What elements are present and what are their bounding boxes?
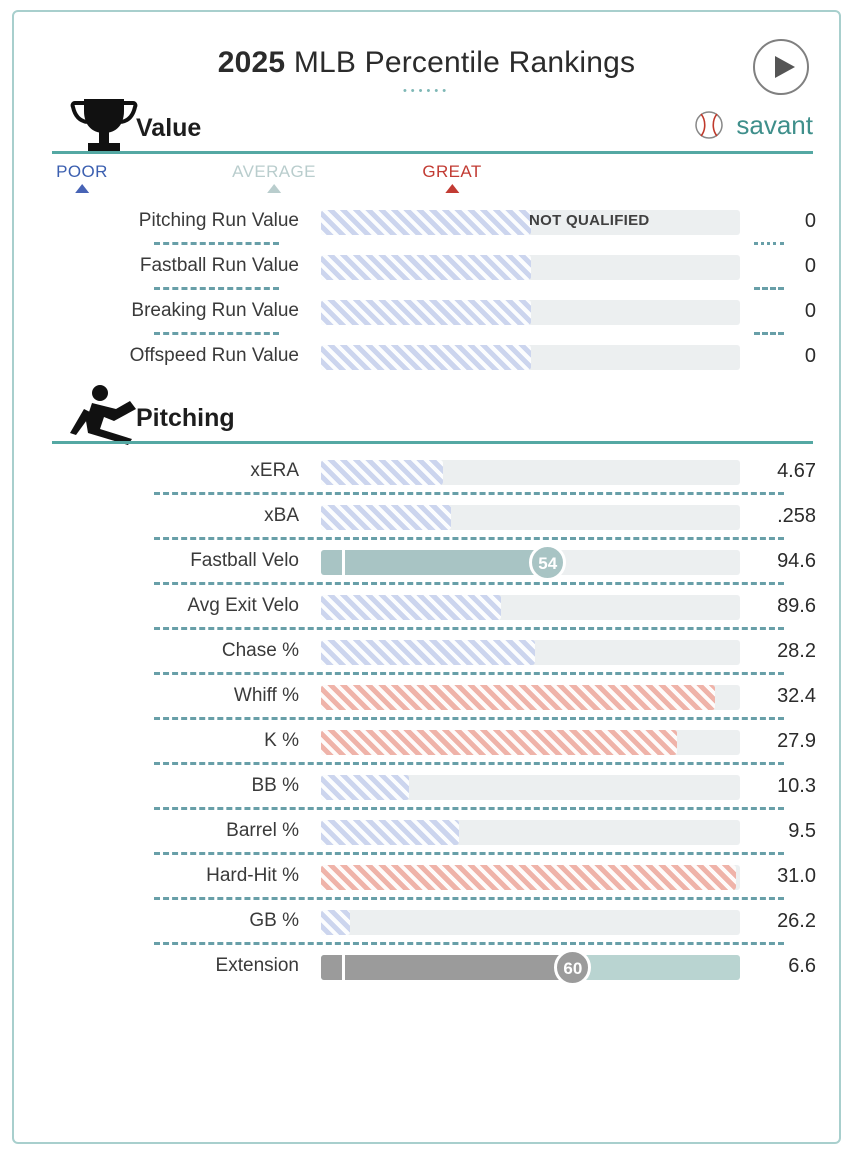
table-row[interactable]	[14, 810, 839, 855]
table-row[interactable]	[14, 765, 839, 810]
metric-bar-track	[321, 955, 740, 980]
percentile-bubble: 60	[554, 949, 591, 986]
metric-bar-track	[321, 255, 740, 280]
section-title-value: Value	[136, 114, 202, 142]
metric-label: Whiff %	[233, 685, 299, 706]
table-row[interactable]	[14, 290, 839, 335]
metric-bar-track	[321, 730, 740, 755]
table-row[interactable]	[14, 245, 839, 290]
scale-great-arrow	[445, 184, 459, 193]
table-row[interactable]	[14, 630, 839, 675]
metric-label: xBA	[264, 505, 299, 526]
table-row[interactable]	[14, 720, 839, 765]
metric-value: 28.2	[777, 640, 816, 662]
metric-value: 31.0	[777, 865, 816, 887]
scale-great	[422, 162, 481, 193]
pitching-metric-rows	[14, 450, 839, 990]
metric-bar-fill	[321, 595, 501, 620]
metric-value: 0	[804, 300, 816, 322]
scale-poor-label: POOR	[56, 162, 108, 181]
scale-legend	[52, 162, 813, 198]
metric-bar-track	[321, 640, 740, 665]
metric-label: Chase %	[221, 640, 299, 661]
metric-bar-fill	[321, 640, 535, 665]
metric-bar-fill	[321, 255, 531, 280]
metric-value: .258	[777, 505, 816, 527]
metric-label: BB %	[251, 775, 299, 796]
metric-label: Avg Exit Velo	[187, 595, 299, 616]
baseball-icon	[694, 110, 724, 147]
metric-label: Hard-Hit %	[206, 865, 299, 886]
section-header-value	[52, 98, 813, 160]
metric-value: 89.6	[777, 595, 816, 617]
metric-bar-fill	[321, 505, 451, 530]
table-row[interactable]	[14, 540, 839, 585]
metric-label: Fastball Velo	[190, 550, 299, 571]
metric-bar-track	[321, 685, 740, 710]
metric-bar-fill	[321, 865, 736, 890]
metric-bar-track	[321, 595, 740, 620]
not-qualified-badge: NOT QUALIFIED	[529, 212, 650, 229]
section-divider-value	[52, 151, 813, 154]
table-row[interactable]	[14, 200, 839, 245]
metric-bar-fill	[321, 910, 350, 935]
metric-bar-track	[321, 345, 740, 370]
savant-label: savant	[736, 110, 813, 140]
table-row[interactable]	[14, 675, 839, 720]
metric-value: 94.6	[777, 550, 816, 572]
percentile-rankings-card	[12, 10, 841, 1144]
metric-bar-track	[321, 865, 740, 890]
table-row[interactable]	[14, 585, 839, 630]
table-row[interactable]	[14, 450, 839, 495]
metric-bar-track	[321, 775, 740, 800]
metric-label: Fastball Run Value	[139, 255, 299, 276]
scale-poor-arrow	[75, 184, 89, 193]
section-header-pitching	[52, 388, 813, 450]
metric-bar-fill	[321, 345, 531, 370]
play-triangle	[775, 56, 795, 78]
section-title-pitching: Pitching	[136, 404, 235, 432]
bar-tick	[342, 955, 345, 980]
metric-label: GB %	[249, 910, 299, 931]
metric-bar-fill	[321, 210, 531, 235]
pagination-dots[interactable]: ••••••	[402, 85, 451, 97]
scale-great-label: GREAT	[422, 162, 482, 181]
metric-value: 32.4	[777, 685, 816, 707]
metric-bar-track	[321, 460, 740, 485]
table-row[interactable]	[14, 335, 839, 380]
metric-bar-track	[321, 910, 740, 935]
scale-average-label: AVERAGE	[232, 162, 316, 181]
play-icon[interactable]	[753, 39, 809, 95]
metric-value: 0	[804, 345, 816, 367]
metric-bar-fill	[321, 955, 572, 980]
scale-average-arrow	[267, 184, 281, 193]
table-row[interactable]	[14, 900, 839, 945]
title-rest: MLB Percentile Rankings	[285, 46, 636, 79]
metric-label: Breaking Run Value	[131, 300, 299, 321]
section-divider-pitching	[52, 441, 813, 444]
savant-brand	[694, 110, 813, 147]
metric-bar-fill	[321, 775, 409, 800]
metric-bar-fill	[321, 300, 531, 325]
metric-label: Offspeed Run Value	[129, 345, 299, 366]
value-metric-rows	[14, 200, 839, 380]
percentile-bubble: 54	[529, 544, 566, 581]
scale-poor	[56, 162, 108, 193]
metric-label: K %	[264, 730, 299, 751]
metric-bar-fill	[321, 730, 677, 755]
metric-value: 4.67	[777, 460, 816, 482]
title-year: 2025	[217, 46, 286, 79]
table-row[interactable]	[14, 945, 839, 990]
metric-label: Pitching Run Value	[138, 210, 299, 231]
metric-value: 0	[804, 210, 816, 232]
metric-value: 10.3	[777, 775, 816, 797]
metric-value: 26.2	[777, 910, 816, 932]
scale-average	[232, 162, 316, 193]
metric-bar-fill	[321, 820, 459, 845]
page-title	[14, 46, 839, 80]
metric-bar-fill	[321, 550, 547, 575]
metric-bar-track	[321, 300, 740, 325]
metric-label: xERA	[250, 460, 299, 481]
bar-tick	[342, 550, 345, 575]
table-row[interactable]	[14, 855, 839, 900]
metric-value: 9.5	[788, 820, 816, 842]
metric-bar-track	[321, 505, 740, 530]
metric-bar-fill	[321, 685, 715, 710]
metric-label: Barrel %	[226, 820, 299, 841]
table-row[interactable]	[14, 495, 839, 540]
page-header	[14, 12, 839, 98]
metric-bar-track	[321, 550, 740, 575]
metric-bar-track	[321, 820, 740, 845]
metric-value: 0	[804, 255, 816, 277]
metric-bar-fill	[321, 460, 443, 485]
metric-label: Extension	[215, 955, 299, 976]
metric-value: 27.9	[777, 730, 816, 752]
metric-value: 6.6	[788, 955, 816, 977]
